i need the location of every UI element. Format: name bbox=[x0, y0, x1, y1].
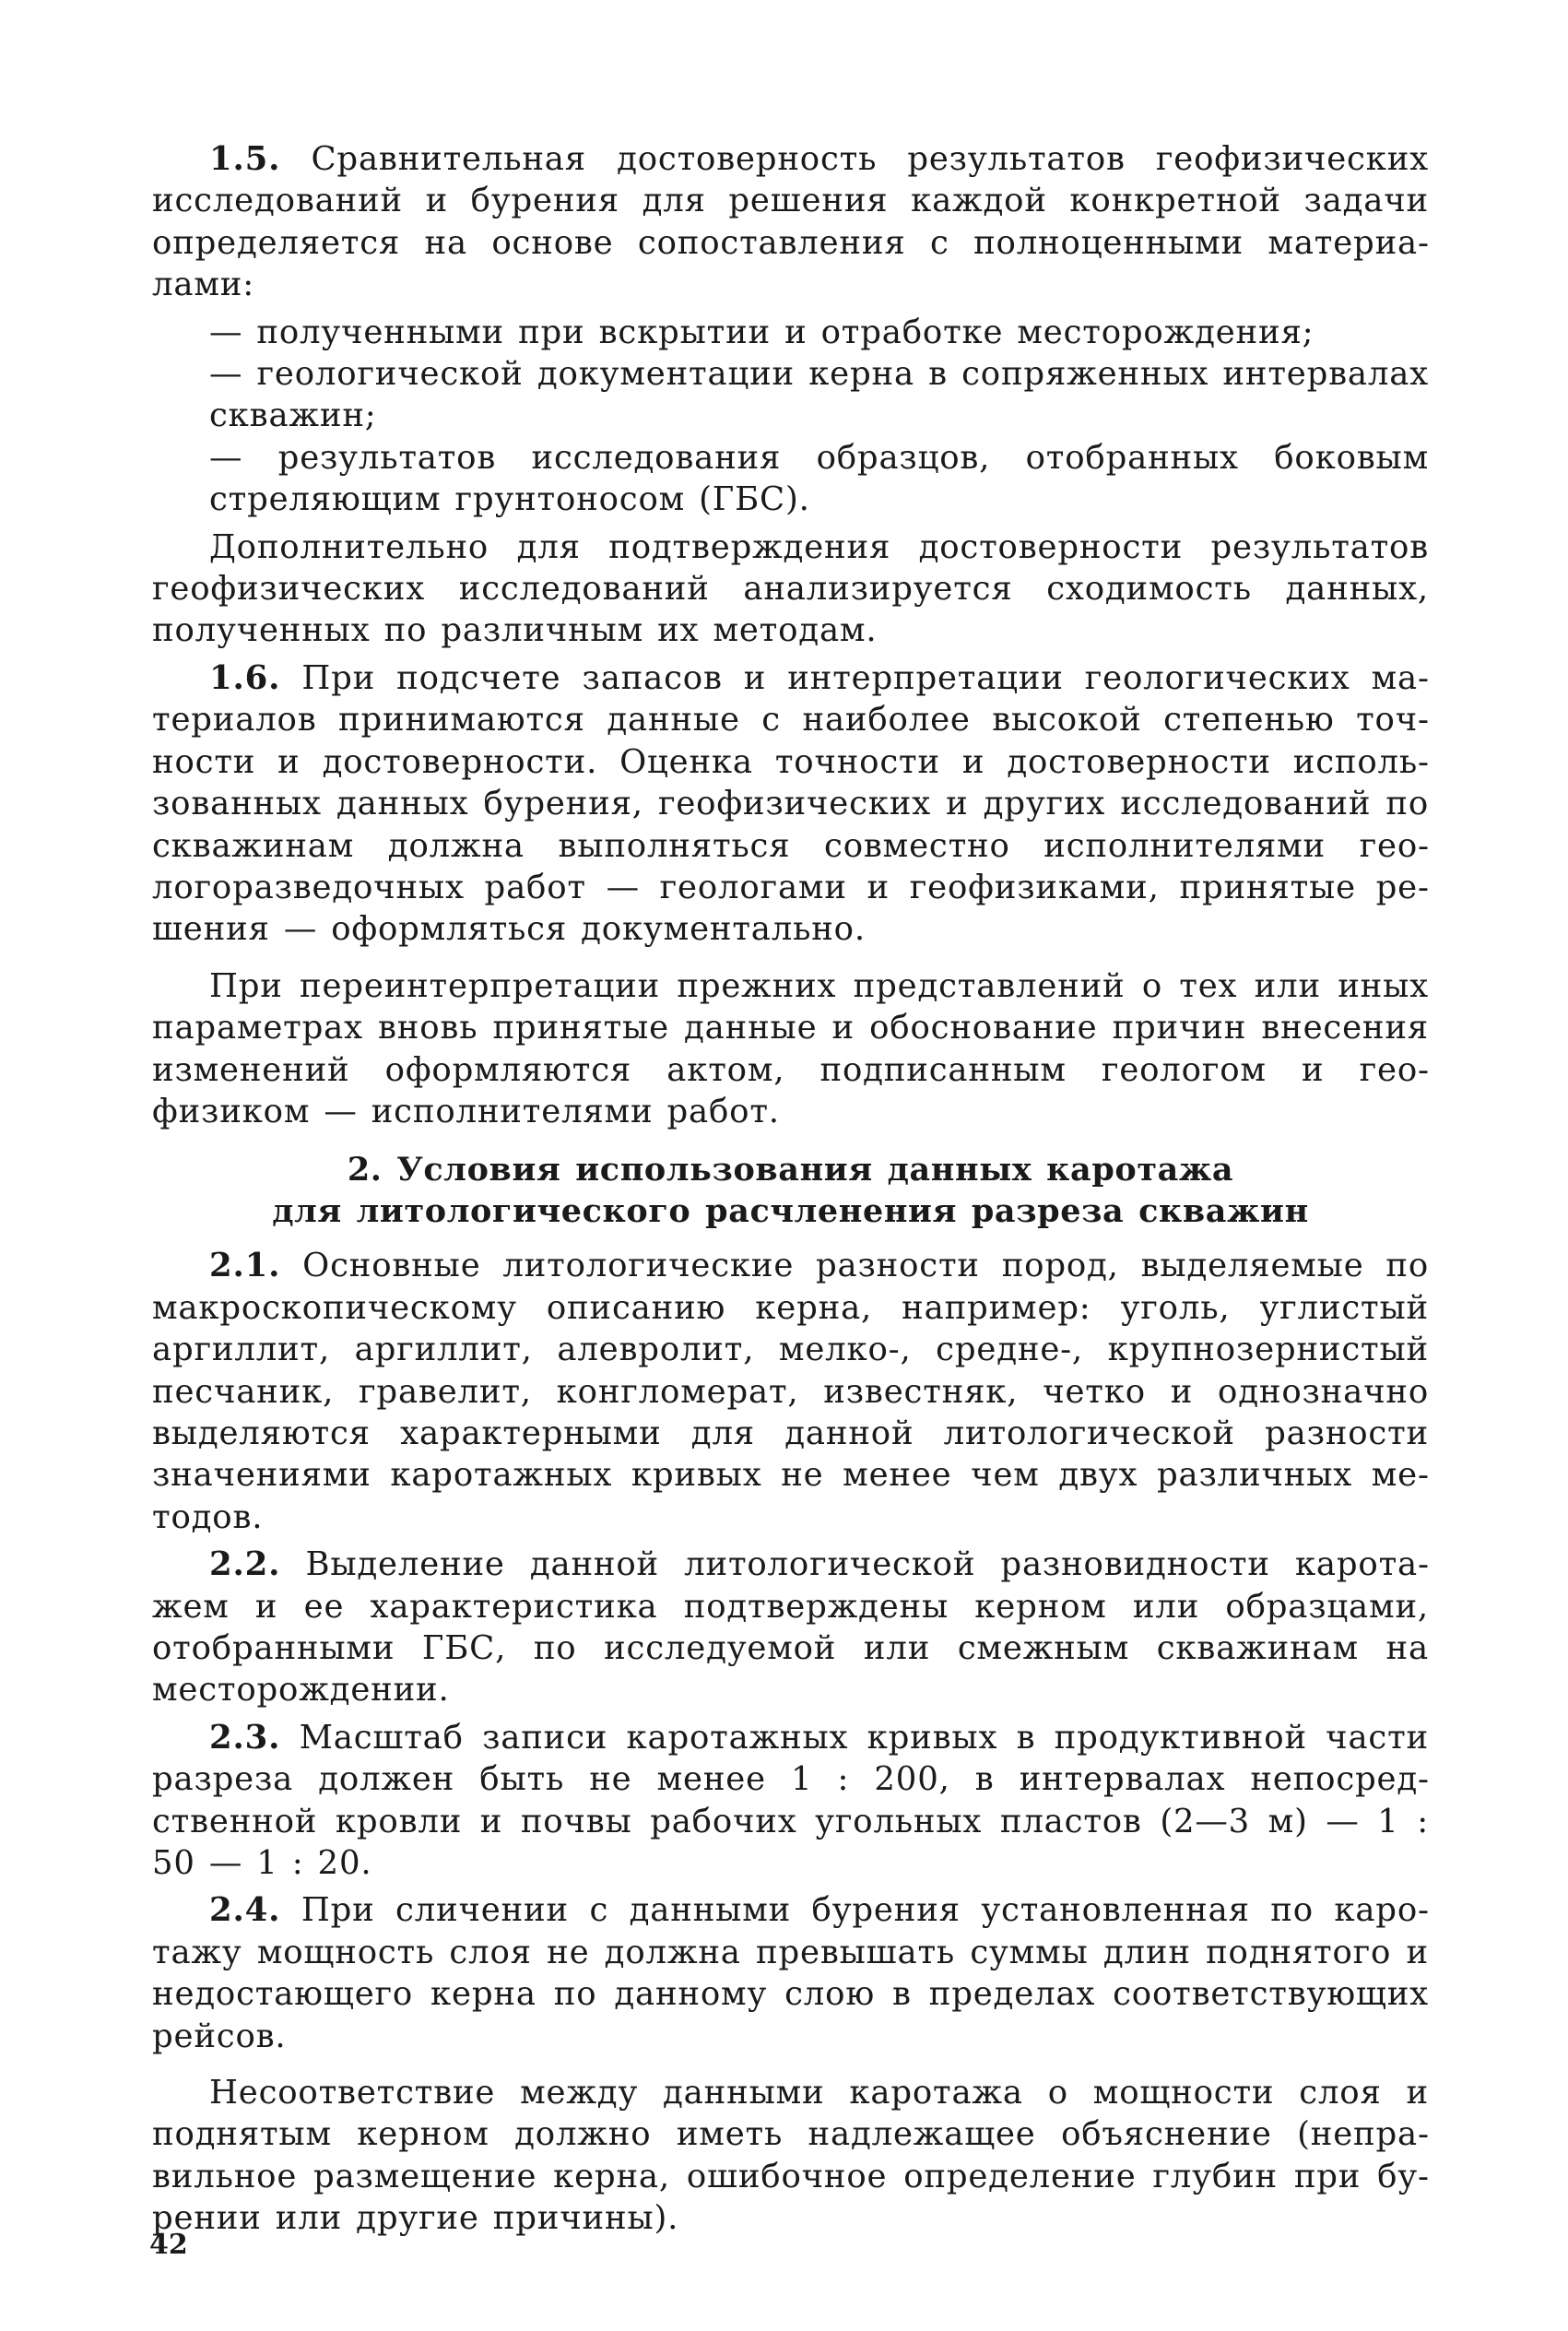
heading-line: для литологического расчленения разреза скважин bbox=[272, 1192, 1309, 1231]
paragraph-1-5 bbox=[152, 138, 1429, 306]
list-item: — результатов исследования образцов, отобранных боковым стреляющим грунтоносом (ГБС). bbox=[209, 438, 1429, 519]
paragraph-reinterpretation: При переинтерпретации прежних представлений о тех или иных параметрах вновь принятые данные и обоснование причин внесения изменений оформляются актом, подписанным геологом и геофизиком — исполнителями работ. bbox=[152, 966, 1429, 1130]
paragraph-text: Основные литологические разности пород, выделяемые по макроскопическому описанию керна, например: уголь, углистый аргиллит, аргиллит, алевролит, мелко-, средне-, крупнозернистый песчаник, гравелит, конгломерат, известняк, четко и однозначно выделяются характерными для данной литологической разности значениями каротажных кривых не менее чем двух различных методов. bbox=[152, 1247, 1430, 1536]
paragraph-1-6 bbox=[152, 657, 1429, 951]
clause-number: 2.4. bbox=[209, 1891, 281, 1930]
paragraph-additional: Дополнительно для подтверждения достоверности результатов геофизических исследований анализируется сходимость данных, полученных по различным их методам. bbox=[152, 527, 1429, 650]
paragraph-2-4 bbox=[152, 1889, 1429, 2057]
clause-number: 1.5. bbox=[209, 140, 281, 178]
paragraph-text: Масштаб записи каротажных кривых в продуктивной части разреза должен быть не менее 1 : 200, в интервалах непосредственной кровли и почвы рабочих угольных пластов (2—3 м) — 1 : 50 — 1 : 20. bbox=[152, 1718, 1429, 1883]
clause-number: 2.2. bbox=[209, 1545, 281, 1584]
clause-number: 2.1. bbox=[209, 1247, 281, 1285]
heading-line: 2. Условия использования данных каротажа bbox=[347, 1151, 1234, 1189]
clause-number: 2.3. bbox=[209, 1718, 281, 1757]
clause-number: 1.6. bbox=[209, 658, 281, 697]
paragraph-text: Сравнительная достоверность результатов геофизических исследований и бурения для решения каждой конкретной задачи определяется на основе сопоставления с полноценными материалами: bbox=[152, 140, 1429, 304]
list-item: — геологической документации керна в сопряженных интервалах скважин; bbox=[209, 355, 1429, 435]
section-2-heading bbox=[152, 1149, 1429, 1232]
paragraph-text: При сличении с данными бурения установленная по каротажу мощность слоя не должна превышать суммы длин поднятого и недостающего керна по данному слою в пределах соответствующих рейсов. bbox=[152, 1891, 1429, 2055]
paragraph-2-2 bbox=[152, 1544, 1429, 1711]
document-page bbox=[152, 138, 1429, 2240]
paragraph-2-1 bbox=[152, 1245, 1429, 1538]
paragraph-text: При подсчете запасов и интерпретации геологических материалов принимаются данные с наиболее высокой степенью точности и достоверности. Оценка точности и достоверности использованных данных бурения, геофизических и других исследований по скважинам должна выполняться совместно исполнителями геологоразведочных работ — геологами и геофизиками, принятые решения — оформляться документально. bbox=[152, 658, 1429, 949]
paragraph-mismatch: Несоответствие между данными каротажа о мощности слоя и поднятым керном должно иметь надлежащее объяснение (неправильное размещение керна, ошибочное определение глубин при бурении или другие причины). bbox=[152, 2074, 1429, 2238]
page-number: 42 bbox=[149, 2229, 188, 2261]
paragraph-2-3 bbox=[152, 1717, 1429, 1885]
list-item: — полученными при вскрытии и отработке месторождения; bbox=[209, 313, 1315, 351]
paragraph-text: Выделение данной литологической разновидности каротажем и ее характеристика подтверждены керном или образцами, отобранными ГБС, по исследуемой или смежным скважинам на месторождении. bbox=[152, 1545, 1429, 1710]
